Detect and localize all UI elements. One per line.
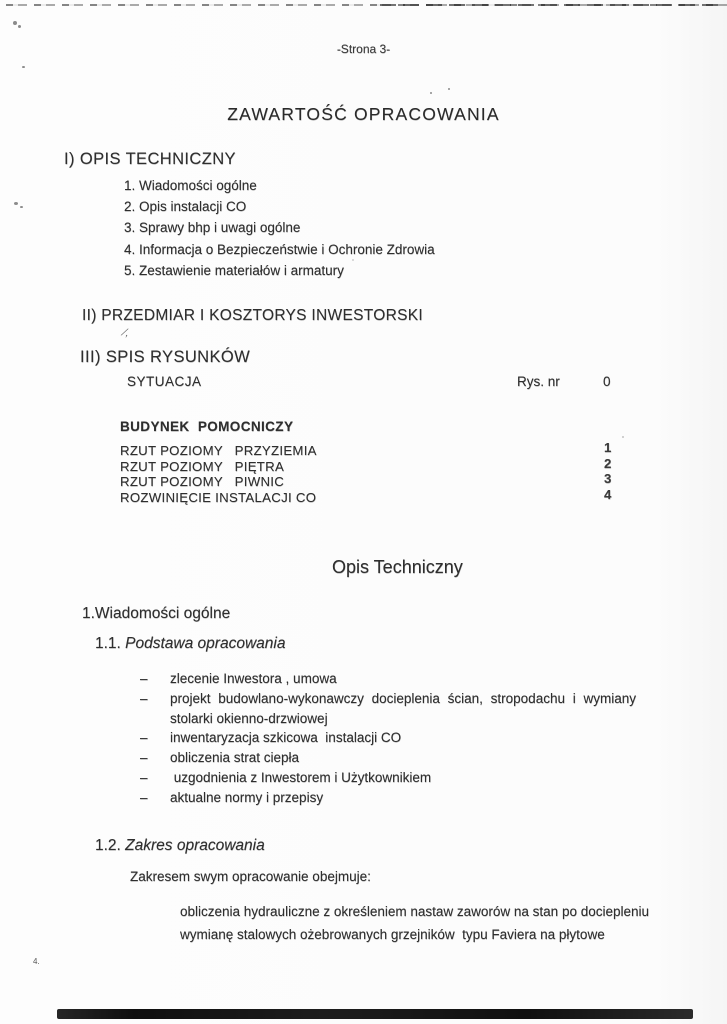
drawing-row-number: 3 xyxy=(604,471,612,487)
bullet-text: inwentaryzacja szkicowa instalacji CO xyxy=(170,730,402,746)
dash-icon: – xyxy=(140,789,148,805)
toc-section-2-label: II) PRZEDMIAR I KOSZTORYS INWESTORSKI xyxy=(82,307,423,324)
toc-item: 5. Zestawienie materiałów i armatury xyxy=(124,262,344,278)
scope-line: wymianę stalowych ożebrowanych grzejników typu Faviera na płytowe xyxy=(180,926,605,942)
drawing-row-number: 1 xyxy=(604,440,612,455)
toc-item: 2. Opis instalacji CO xyxy=(124,199,247,215)
document-title-text: ZAWARTOŚĆ OPRACOWANIA xyxy=(227,104,500,124)
body-title xyxy=(332,557,463,578)
dash-icon: – xyxy=(140,750,148,766)
scan-speck xyxy=(22,66,25,68)
page-number-text: -Strona 3- xyxy=(336,42,391,56)
drawing-row-label: ROZWINIĘCIE INSTALACJI CO xyxy=(120,489,317,505)
section-1-1-heading xyxy=(95,635,285,653)
section-1-1-number: 1.1. xyxy=(95,635,121,652)
bullet-text: aktualne normy i przepisy xyxy=(170,789,324,805)
toc-section-3-label: III) SPIS RYSUNKÓW xyxy=(80,348,251,366)
bullet-text: uzgodnienia z Inwestorem i Użytkownikiem xyxy=(170,769,432,785)
drawing-row-number: 2 xyxy=(604,455,612,471)
scope-paragraph xyxy=(180,901,690,946)
dash-icon: – xyxy=(140,769,148,785)
scan-speck xyxy=(18,25,21,28)
toc-section-1-label: I) OPIS TECHNICZNY xyxy=(64,150,236,168)
section-1-2-number: 1.2. xyxy=(95,837,121,854)
scan-edge-dotted-line-dark xyxy=(380,4,723,6)
section-1-2-heading xyxy=(95,837,265,855)
section-1-heading-text: 1.Wiadomości ogólne xyxy=(82,605,231,622)
document-title xyxy=(0,104,727,125)
handwritten-mark-text: ⁄, xyxy=(123,326,130,340)
drawing-list xyxy=(120,443,317,505)
toc-item: 4. Informacja o Bezpieczeństwie i Ochronie Zdrowia xyxy=(124,241,435,257)
drawing-row-label: RZUT POZIOMY PIWNIC xyxy=(120,474,285,490)
drawing-row-label: RZUT POZIOMY PIĘTRA xyxy=(120,458,285,474)
dash-icon: – xyxy=(140,690,148,706)
bullet-item xyxy=(140,768,685,788)
toc-section-3-heading xyxy=(80,348,250,367)
drawing-number-column xyxy=(604,440,611,502)
toc-section-1-items xyxy=(124,175,435,281)
drawing-situation-text: SYTUACJA xyxy=(127,374,202,389)
bullet-text-line1: projekt budowlano-wykonawczy docieplenia ścian, stropodachu i wymiany xyxy=(170,690,636,706)
scan-speck xyxy=(430,92,432,94)
bullet-text: obliczenia strat ciepła xyxy=(170,750,300,766)
drawing-row-number: 4 xyxy=(604,486,612,502)
scope-line: obliczenia hydrauliczne z określeniem nastaw zaworów na stan po dociepleniu xyxy=(180,904,650,919)
basis-bullet-list xyxy=(140,669,685,808)
bullet-text xyxy=(170,689,685,729)
section-1-1-title: Podstawa opracowania xyxy=(125,635,286,652)
tiny-footer-mark-text: 4. xyxy=(33,957,40,966)
section-1-2-title: Zakres opracowania xyxy=(125,837,265,854)
bullet-text: zlecenie Inwestora , umowa xyxy=(170,671,337,686)
toc-item: 1. Wiadomości ogólne xyxy=(124,178,257,193)
rys-nr-label xyxy=(517,374,560,389)
bullet-item xyxy=(140,689,685,729)
bullet-item xyxy=(140,748,685,768)
dash-icon: – xyxy=(140,730,148,746)
handwritten-mark xyxy=(123,327,130,340)
scan-speck xyxy=(622,436,624,438)
body-title-text: Opis Techniczny xyxy=(332,557,463,577)
drawing-row-label: RZUT POZIOMY PRZYZIEMIA xyxy=(120,443,317,458)
toc-section-1-heading xyxy=(64,150,236,169)
drawing-situation-label xyxy=(127,374,202,389)
building-heading xyxy=(120,419,293,434)
scan-speck xyxy=(14,202,18,205)
tiny-footer-mark xyxy=(33,957,40,966)
toc-section-2-heading xyxy=(82,307,423,325)
bullet-text-line2: stolarki okienno-drzwiowej xyxy=(170,710,328,726)
bullet-item xyxy=(140,728,685,748)
scan-speck xyxy=(448,88,450,90)
dash-icon: – xyxy=(140,671,148,686)
bullet-item xyxy=(140,788,685,808)
section-1-heading xyxy=(82,605,230,623)
rys-nr-label-text: Rys. nr xyxy=(517,374,560,389)
scope-intro xyxy=(130,869,371,884)
scan-speck xyxy=(13,21,17,25)
rys-nr-value-text: 0 xyxy=(603,374,611,389)
scan-speck xyxy=(20,206,23,208)
bullet-item xyxy=(140,669,685,689)
scope-intro-text: Zakresem swym opracowanie obejmuje: xyxy=(130,869,371,884)
rys-nr-value xyxy=(603,374,611,389)
building-heading-text: BUDYNEK POMOCNICZY xyxy=(120,419,294,434)
page-number xyxy=(0,42,727,56)
toc-item: 3. Sprawy bhp i uwagi ogólne xyxy=(124,220,301,236)
scan-edge-black-bar xyxy=(57,1009,693,1019)
